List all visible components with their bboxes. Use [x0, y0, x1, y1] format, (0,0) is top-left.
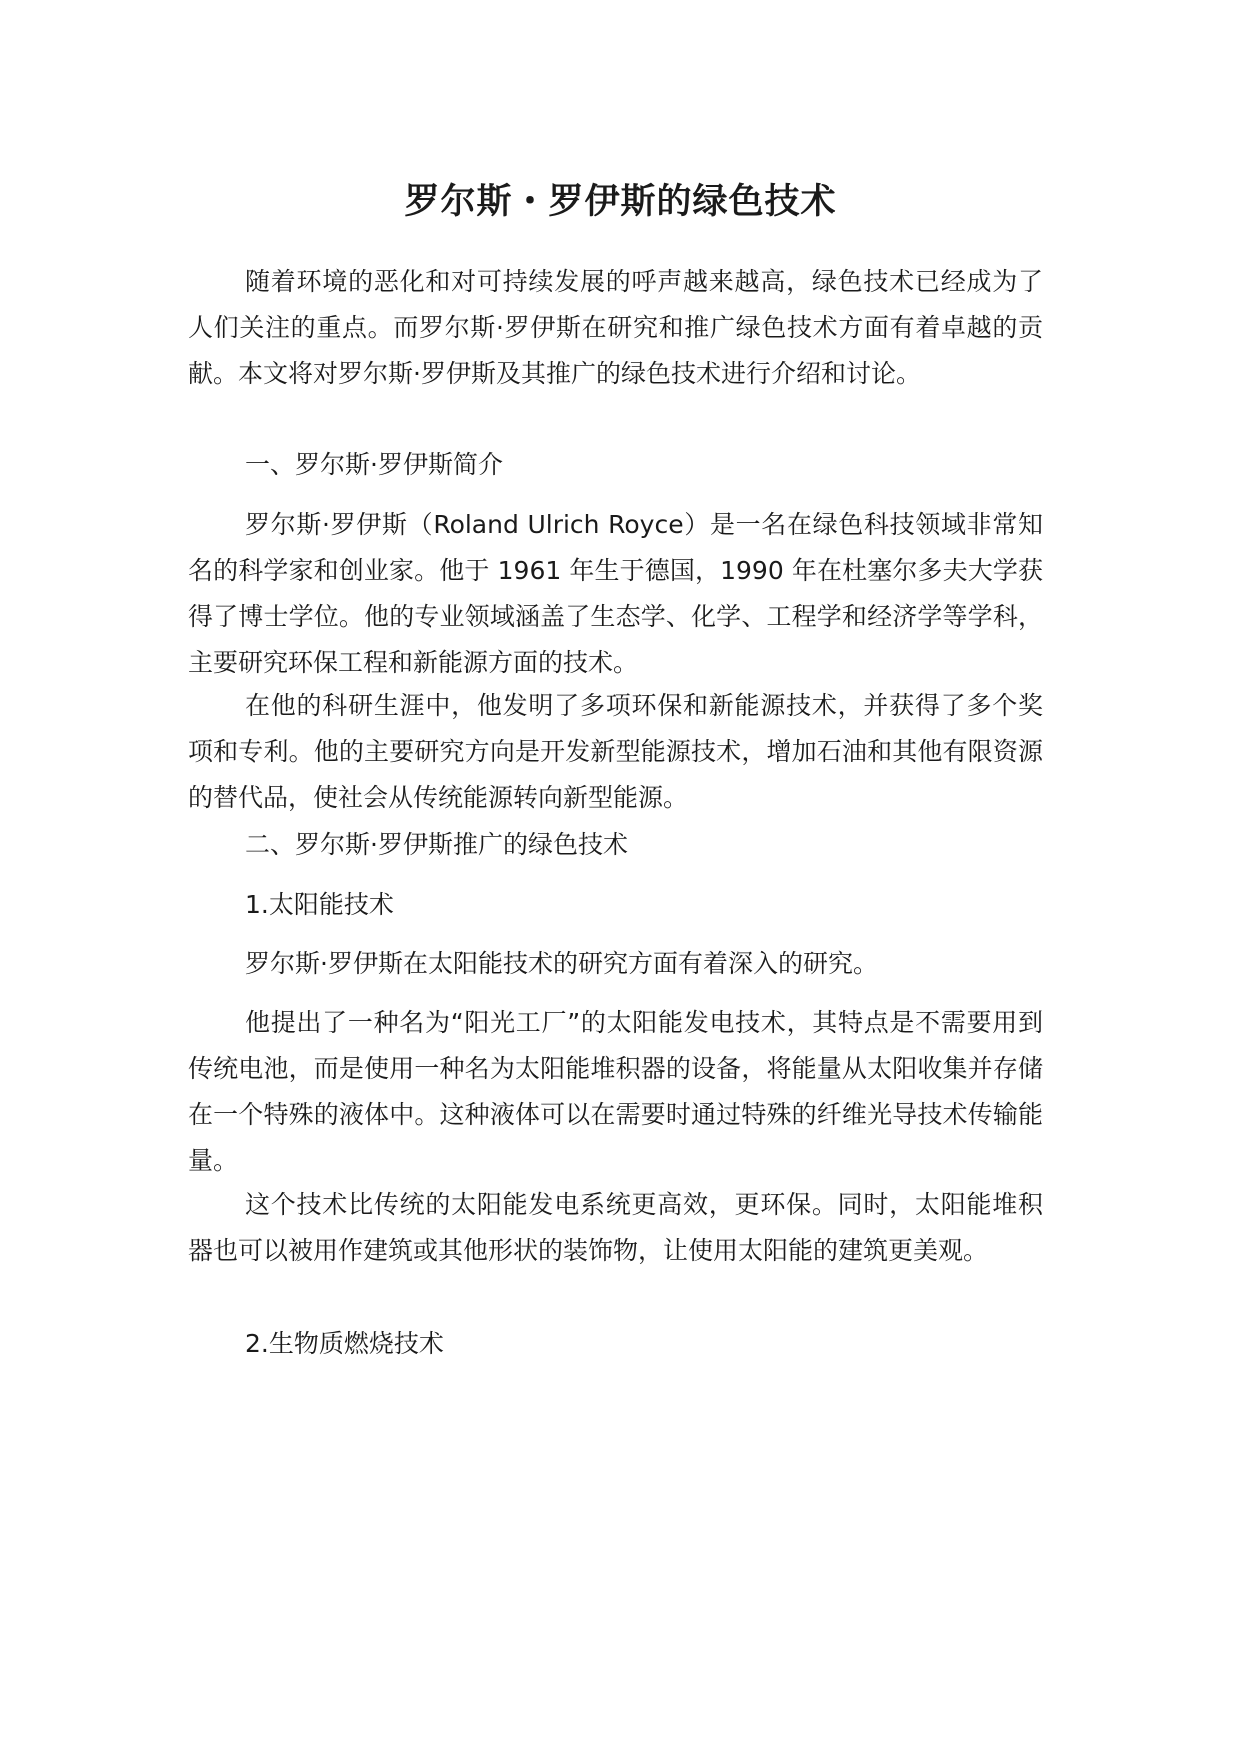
document-title: 罗尔斯・罗伊斯的绿色技术 [404, 182, 837, 222]
section-heading-green-tech: 二、罗尔斯·罗伊斯推广的绿色技术 [245, 830, 628, 859]
solar-intro-paragraph: 罗尔斯·罗伊斯在太阳能技术的研究方面有着深入的研究。 [245, 949, 878, 978]
solar-benefits-paragraph: 这个技术比传统的太阳能发电系统更高效，更环保。同时，太阳能堆积器也可以被用作建筑或其他形状的装饰物，让使用太阳能的建筑更美观。 [188, 1190, 1043, 1265]
career-paragraph: 在他的科研生涯中，他发明了多项环保和新能源技术，并获得了多个奖项和专利。他的主要研究方向是开发新型能源技术，增加石油和其他有限资源的替代品，使社会从传统能源转向新型能源。 [188, 691, 1043, 812]
intro-paragraph: 随着环境的恶化和对可持续发展的呼声越来越高，绿色技术已经成为了人们关注的重点。而罗尔斯·罗伊斯在研究和推广绿色技术方面有着卓越的贡献。本文将对罗尔斯·罗伊斯及其推广的绿色技术进行介绍和讨论。 [188, 267, 1043, 388]
subheading-solar: 1.太阳能技术 [245, 890, 394, 919]
bio-paragraph: 罗尔斯·罗伊斯（Roland Ulrich Royce）是一名在绿色科技领域非常知名的科学家和创业家。他于 1961 年生于德国，1990 年在杜塞尔多夫大学获得了博士学位。他的专业领域涵盖了生态学、化学、工程学和经济学等学科，主要研究环保工程和新能源方面的技术。 [188, 510, 1043, 677]
subheading-biomass: 2.生物质燃烧技术 [245, 1329, 444, 1358]
solar-factory-paragraph: 他提出了一种名为“阳光工厂”的太阳能发电技术，其特点是不需要用到传统电池，而是使用一种名为太阳能堆积器的设备，将能量从太阳收集并存储在一个特殊的液体中。这种液体可以在需要时通过特殊的纤维光导技术传输能量。 [188, 1008, 1043, 1175]
section-heading-intro: 一、罗尔斯·罗伊斯简介 [245, 450, 503, 479]
